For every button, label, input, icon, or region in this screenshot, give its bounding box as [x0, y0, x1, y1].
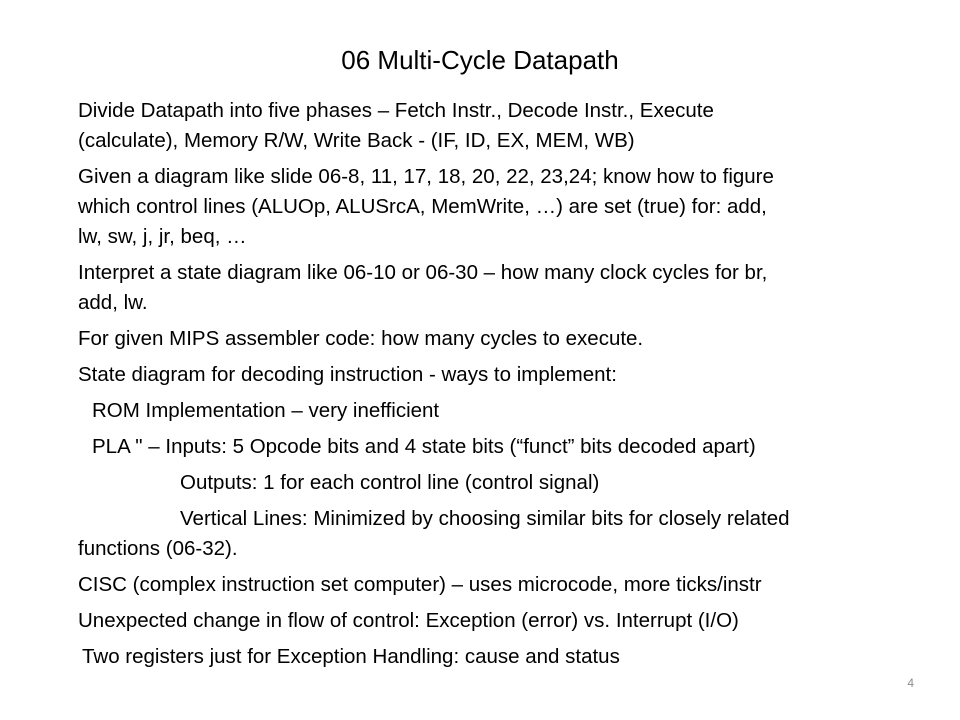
text-line: Given a diagram like slide 06-8, 11, 17, 18, 20, 22, 23,24; know how to figure — [78, 165, 774, 188]
text-line: which control lines (ALUOp, ALUSrcA, MemWrite, …) are set (true) for: add, — [78, 195, 767, 218]
text-line: (calculate), Memory R/W, Write Back - (IF, ID, EX, MEM, WB) — [78, 129, 635, 152]
text-line: Divide Datapath into five phases – Fetch Instr., Decode Instr., Execute — [78, 99, 714, 122]
text-line: Outputs: 1 for each control line (control signal) — [180, 471, 600, 494]
bullet-state-diagram — [78, 258, 928, 318]
text-line: PLA " – Inputs: 5 Opcode bits and 4 state bits (“funct” bits decoded apart) — [92, 435, 756, 458]
slide-body — [78, 96, 928, 678]
text-line: lw, sw, j, jr, beq, … — [78, 225, 247, 248]
bullet-phases — [78, 96, 928, 156]
text-line: add, lw. — [78, 291, 148, 314]
page-number: 4 — [907, 676, 914, 690]
text-line: State diagram for decoding instruction - ways to implement: — [78, 363, 617, 386]
bullet-exception — [78, 606, 928, 636]
sub-pla — [78, 432, 928, 462]
sub-rom — [78, 396, 928, 426]
text-line: Unexpected change in flow of control: Exception (error) vs. Interrupt (I/O) — [78, 609, 739, 632]
text-line: Vertical Lines: Minimized by choosing similar bits for closely related — [180, 507, 790, 530]
sub-outputs — [78, 468, 928, 498]
text-line: ROM Implementation – very inefficient — [92, 399, 440, 422]
bullet-cisc — [78, 570, 928, 600]
text-line: Two registers just for Exception Handling: cause and status — [82, 645, 620, 668]
sub-vertical-lines — [78, 504, 928, 564]
text-line: Interpret a state diagram like 06-10 or 06-30 – how many clock cycles for br, — [78, 261, 768, 284]
text-line: CISC (complex instruction set computer) – uses microcode, more ticks/instr — [78, 573, 762, 596]
bullet-registers — [78, 642, 928, 672]
slide-title: 06 Multi-Cycle Datapath — [341, 45, 619, 75]
bullet-mips-cycles — [78, 324, 928, 354]
bullet-decoding — [78, 360, 928, 390]
bullet-control-lines — [78, 162, 928, 252]
text-line: For given MIPS assembler code: how many cycles to execute. — [78, 327, 644, 350]
text-line: functions (06-32). — [78, 537, 238, 560]
